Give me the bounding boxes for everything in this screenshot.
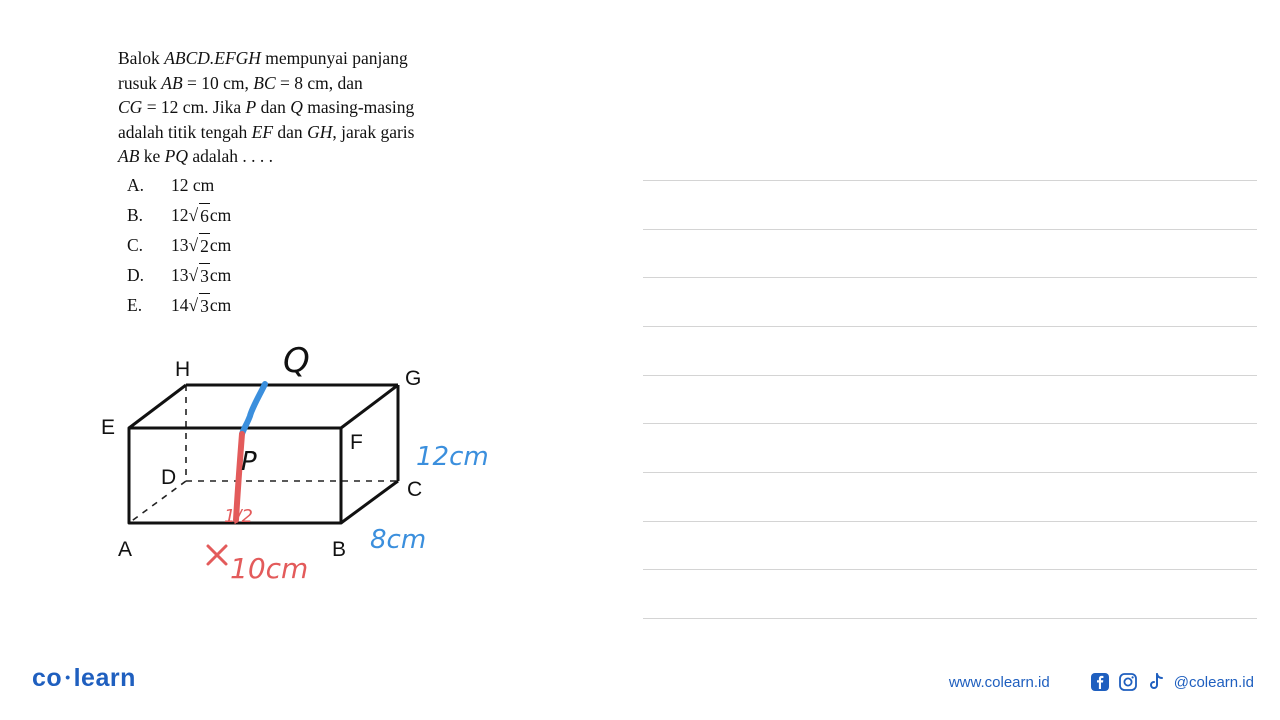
social-handle[interactable]: @colearn.id (1173, 673, 1254, 691)
label-e: E (101, 416, 116, 439)
tiktok-icon[interactable] (1146, 672, 1166, 692)
edge-da (129, 481, 186, 523)
option-b[interactable]: B. 12 √ 6 cm (127, 203, 231, 233)
label-d: D (161, 466, 177, 489)
option-e[interactable]: E. 14 √ 3 cm (127, 293, 231, 323)
sqrt-icon: √ (188, 295, 199, 315)
annotation-half: 1/2 (224, 506, 253, 527)
annotation-length: 10cm (230, 552, 309, 585)
multiply-mark-icon (208, 546, 226, 564)
edge-bc (341, 481, 398, 523)
annotation-q: Q (283, 341, 310, 381)
sqrt-icon: √ (188, 235, 199, 255)
annotation-p: P (241, 447, 257, 477)
sqrt-icon: √ (188, 205, 199, 225)
label-c: C (407, 478, 423, 501)
question-line-2: rusuk AB = 10 cm, BC = 8 cm, dan (118, 72, 363, 93)
option-d[interactable]: D. 13 √ 3 cm (127, 263, 231, 293)
question-line-5: AB ke PQ adalah . . . . (118, 146, 274, 166)
annotation-height: 12cm (416, 442, 489, 472)
question-line-4: adalah titik tengah EF dan GH, jarak garis (118, 121, 415, 142)
visible-edges (129, 385, 398, 523)
footer-contact (949, 672, 1254, 692)
annotation-depth: 8cm (370, 525, 427, 555)
question-line-3: CG = 12 cm. Jika P dan Q masing-masing (118, 97, 415, 117)
edge-eh (129, 385, 186, 428)
website-link[interactable]: www.colearn.id (948, 673, 1050, 691)
label-b: B (332, 538, 347, 561)
label-f: F (350, 431, 363, 454)
logo-dot-icon: • (65, 669, 71, 685)
label-g: G (405, 367, 422, 390)
facebook-icon[interactable] (1090, 672, 1110, 692)
colearn-logo[interactable]: co • learn (32, 664, 136, 692)
question-line-1: Balok ABCD.EFGH mempunyai panjang (118, 48, 408, 68)
instagram-icon[interactable] (1118, 672, 1138, 692)
sqrt-icon: √ (188, 265, 199, 285)
hidden-edges (129, 385, 398, 523)
option-a[interactable]: A. 12 cm (127, 175, 215, 195)
option-c[interactable]: C. 13 √ 2 cm (127, 233, 231, 263)
label-a: A (118, 538, 133, 561)
label-h: H (175, 358, 191, 381)
edge-fg (341, 385, 398, 428)
